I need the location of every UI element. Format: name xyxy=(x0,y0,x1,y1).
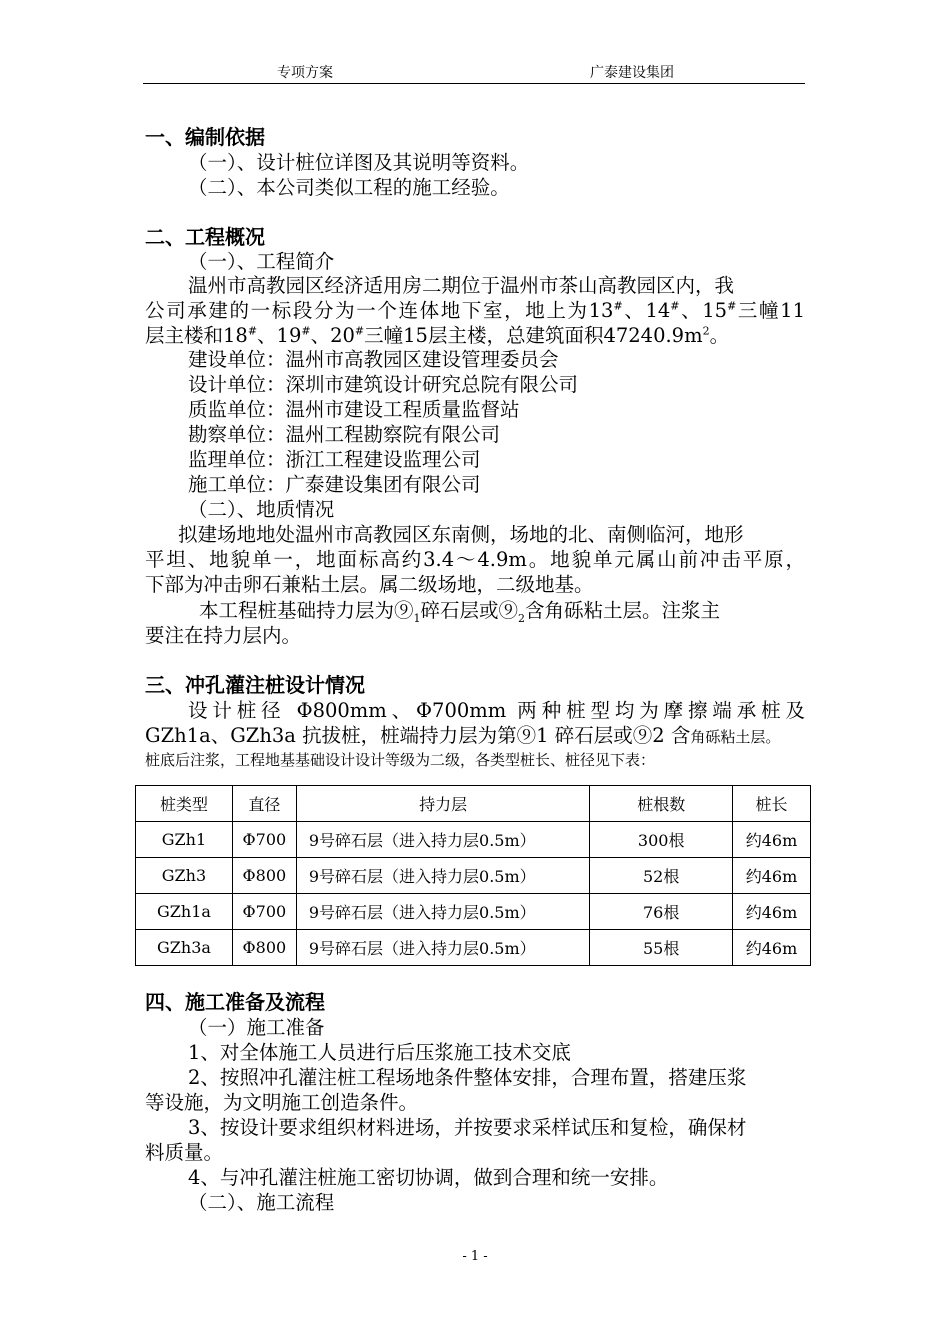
geo-line-2: 平坦、地貌单一，地面标高约3.4～4.9m。地貌单元属山前冲击平原， xyxy=(145,548,805,571)
geo-line-1: 拟建场地地处温州市高教园区东南侧，场地的北、南侧临河，地形 xyxy=(178,523,744,546)
header-pile-length: 桩长 xyxy=(733,786,811,822)
cell-pile-length: 约46m xyxy=(733,822,811,858)
unit-owner: 建设单位：温州市高教园区建设管理委员会 xyxy=(188,348,559,371)
prep-item-3-line-1: 3、按设计要求组织材料进场，并按要求采样试压和复检，确保材 xyxy=(188,1116,747,1139)
unit-designer: 设计单位：深圳市建筑设计研究总院有限公司 xyxy=(188,373,579,396)
intro-line-3: 层主楼和18#、19#、20#三幢15层主楼，总建筑面积$47240.9m^2$。 xyxy=(145,324,730,347)
header-left: 专项方案 xyxy=(277,65,333,81)
header-right: 广泰建设集团 xyxy=(590,65,674,81)
header-rule xyxy=(143,83,805,84)
cell-pile-count: 52根 xyxy=(590,858,733,894)
s3-line-3: 桩底后注浆，工程地基基础设计设计等级为二级，各类型桩长、桩径见下表： xyxy=(145,751,656,769)
cell-pile-type: GZh3 xyxy=(136,858,233,894)
s3-line-2: GZh1a、GZh3a 抗拔桩，桩端持力层为第⑨1 碎石层或⑨2 含角砾粘土层。 xyxy=(145,724,781,747)
table-row xyxy=(136,930,811,966)
s3-line-1: 设计桩径 Φ800mm、Φ700mm 两种桩型均为摩擦端承桩及 xyxy=(188,699,805,722)
cell-diameter: Φ800 xyxy=(232,858,296,894)
cell-pile-count: 300根 xyxy=(590,822,733,858)
s2-sub-1: （一）、工程简介 xyxy=(188,250,335,273)
page-number: - 1 - xyxy=(462,1249,488,1264)
cell-pile-type: GZh1 xyxy=(136,822,233,858)
s1-item-2: （二）、本公司类似工程的施工经验。 xyxy=(188,176,510,199)
cell-pile-length: 约46m xyxy=(733,894,811,930)
intro-line-2: 公司承建的一标段分为一个连体地下室，地上为13#、14#、15#三幢11 xyxy=(145,299,805,322)
header-diameter: 直径 xyxy=(232,786,296,822)
prep-item-4: 4、与冲孔灌注桩施工密切协调，做到合理和统一安排。 xyxy=(188,1166,669,1189)
cell-pile-length: 约46m xyxy=(733,858,811,894)
geo-line-3: 下部为冲击卵石兼粘土层。属二级场地，二级地基。 xyxy=(145,573,594,596)
s1-item-1: （一）、设计桩位详图及其说明等资料。 xyxy=(188,151,530,174)
section-4-title: 四、施工准备及流程 xyxy=(145,990,325,1014)
prep-item-1: 1、对全体施工人员进行后压浆施工技术交底 xyxy=(188,1041,571,1064)
table-row xyxy=(136,822,811,858)
unit-survey: 勘察单位：温州工程勘察院有限公司 xyxy=(188,423,501,446)
cell-pile-count: 55根 xyxy=(590,930,733,966)
s4-sub-2: （二）、施工流程 xyxy=(188,1191,335,1214)
table-row xyxy=(136,894,811,930)
section-2-title: 二、工程概况 xyxy=(145,225,265,249)
intro-line-1: 温州市高教园区经济适用房二期位于温州市茶山高教园区内，我 xyxy=(188,274,735,297)
cell-bearing-layer: 9号碎石层（进入持力层0.5m） xyxy=(296,930,589,966)
prep-item-2-line-2: 等设施，为文明施工创造条件。 xyxy=(145,1091,419,1114)
unit-quality: 质监单位：温州市建设工程质量监督站 xyxy=(188,398,520,421)
table-header-row xyxy=(136,786,811,822)
cell-bearing-layer: 9号碎石层（进入持力层0.5m） xyxy=(296,858,589,894)
cell-pile-type: GZh1a xyxy=(136,894,233,930)
section-3-title: 三、冲孔灌注桩设计情况 xyxy=(145,673,365,697)
s2-sub-2: （二）、地质情况 xyxy=(188,498,335,521)
cell-pile-count: 76根 xyxy=(590,894,733,930)
cell-bearing-layer: 9号碎石层（进入持力层0.5m） xyxy=(296,822,589,858)
bearing-line-2: 要注在持力层内。 xyxy=(145,624,302,647)
prep-item-3-line-2: 料质量。 xyxy=(145,1141,224,1164)
header-pile-type: 桩类型 xyxy=(136,786,233,822)
cell-diameter: Φ700 xyxy=(232,894,296,930)
unit-contractor: 施工单位：广泰建设集团有限公司 xyxy=(188,473,481,496)
bearing-line-1: 本工程桩基础持力层为$⑨_1$碎石层或$⑨_2$含角砾粘土层。注浆主 xyxy=(199,599,721,625)
cell-diameter: Φ800 xyxy=(232,930,296,966)
section-1-title: 一、编制依据 xyxy=(145,125,265,149)
cell-pile-type: GZh3a xyxy=(136,930,233,966)
cell-bearing-layer: 9号碎石层（进入持力层0.5m） xyxy=(296,894,589,930)
cell-diameter: Φ700 xyxy=(232,822,296,858)
prep-item-2-line-1: 2、按照冲孔灌注桩工程场地条件整体安排，合理布置，搭建压浆 xyxy=(188,1066,747,1089)
s4-sub-1: （一）施工准备 xyxy=(188,1016,325,1039)
table-row xyxy=(136,858,811,894)
pile-table xyxy=(135,785,811,966)
header-pile-count: 桩根数 xyxy=(590,786,733,822)
unit-supervisor: 监理单位：浙江工程建设监理公司 xyxy=(188,448,481,471)
cell-pile-length: 约46m xyxy=(733,930,811,966)
header-bearing-layer: 持力层 xyxy=(296,786,589,822)
